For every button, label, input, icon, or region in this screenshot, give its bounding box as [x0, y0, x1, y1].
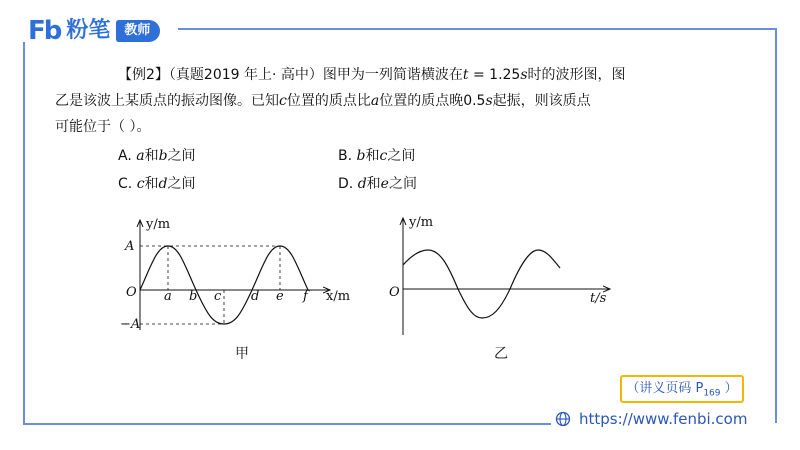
jia-wave-curve: [140, 246, 308, 324]
logo-mark: Fb: [28, 16, 61, 46]
jia-point-a: a: [164, 289, 172, 304]
logo-badge: 教师: [116, 20, 160, 42]
jia-point-b: b: [189, 289, 198, 304]
footer-url[interactable]: [555, 410, 747, 428]
jia-y-label: y/m: [146, 217, 171, 232]
yi-origin: O: [389, 285, 400, 300]
jia-amp-neg: −A: [120, 317, 141, 332]
question-line-1: 【例2】（真题2019 年上· 高中）图甲为一列简谐横波在t = 1.25s时的波形图，图: [118, 67, 626, 83]
question-line-3: 可能位于（ ）。: [55, 119, 151, 135]
option-b[interactable]: B. b和c之间: [338, 148, 416, 164]
footer-url-text[interactable]: https://www.fenbi.com: [579, 410, 748, 428]
graph-yi: [389, 215, 610, 362]
yi-y-label: y/m: [409, 215, 434, 230]
question-line-2: 乙是该波上某质点的振动图像。已知c位置的质点比a位置的质点晚0.5s起振，则该质点: [55, 93, 591, 109]
jia-x-label: x/m: [326, 289, 351, 304]
graph-jia: [120, 217, 350, 362]
globe-icon: [555, 411, 571, 427]
jia-point-c: c: [214, 289, 222, 304]
jia-point-e: e: [276, 289, 284, 304]
jia-amp-pos: A: [125, 239, 135, 254]
jia-origin: O: [126, 285, 137, 300]
logo-name: 粉笔: [66, 18, 111, 43]
jia-point-d: d: [251, 289, 260, 304]
option-c[interactable]: C. c和d之间: [118, 176, 196, 192]
page-reference: （讲义页码 $P_{169}$ ）: [620, 375, 744, 403]
jia-caption: 甲: [235, 346, 249, 362]
yi-vibration-curve: [403, 250, 560, 318]
yi-caption: 乙: [494, 346, 508, 362]
option-a[interactable]: A. a和b之间: [118, 148, 196, 164]
option-d[interactable]: D. d和e之间: [338, 176, 417, 192]
jia-point-f: f: [303, 289, 308, 304]
yi-x-label: t/s: [590, 291, 607, 306]
